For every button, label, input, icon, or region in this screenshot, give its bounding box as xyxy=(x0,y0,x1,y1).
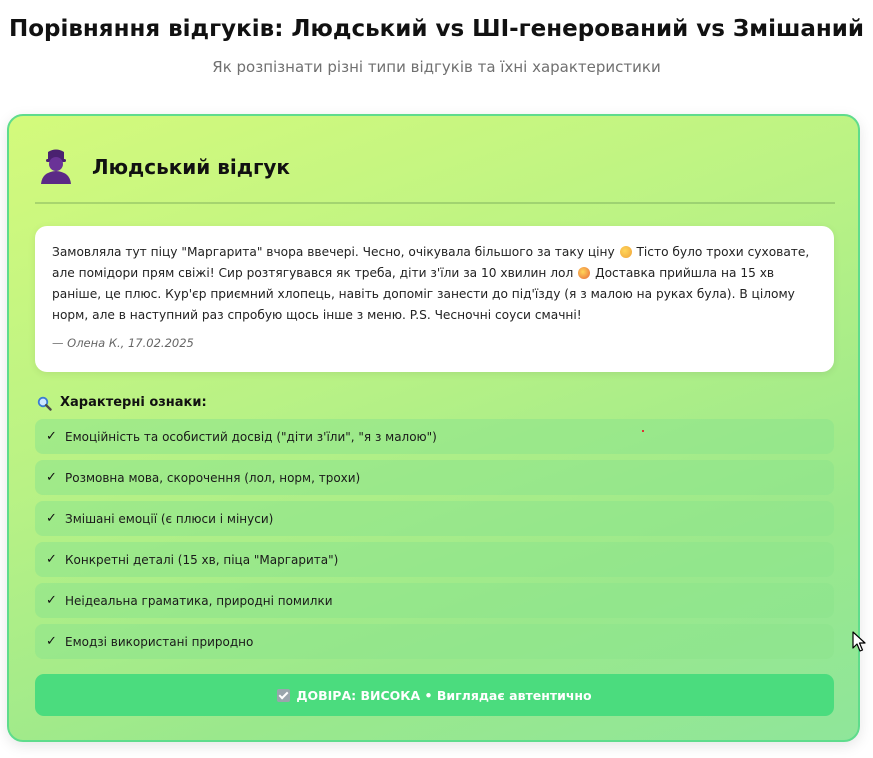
page-subtitle: Як розпізнати різні типи відгуків та їхні характеристики xyxy=(212,58,661,76)
shrug-emoji-icon xyxy=(620,246,632,258)
features-title: Характерні ознаки: xyxy=(60,395,207,410)
review-text-part: Тісто було трохи суховате, але помідори прям свіжі! Сир розтягувався як треба, діти з'їли за 10 хвилин лол xyxy=(52,245,810,280)
checkbox-icon xyxy=(277,689,290,702)
feature-list xyxy=(35,419,834,665)
check-icon: ✓ xyxy=(46,552,57,567)
check-icon: ✓ xyxy=(46,429,57,444)
search-icon xyxy=(37,396,52,411)
tongue-emoji-icon xyxy=(578,267,590,279)
review-text-part: Доставка прийшла на 15 хв раніше, це плюс. Кур'єр приємний хлопець, навіть допоміг занести до під'їзду (я з малою на руках була). В цілому норм, але в наступний раз спробую щось інше з меню. P.S. Чесночні соуси смачні! xyxy=(52,266,795,322)
stray-dot xyxy=(642,430,644,432)
check-icon: ✓ xyxy=(46,634,57,649)
check-icon: ✓ xyxy=(46,593,57,608)
check-icon: ✓ xyxy=(46,470,57,485)
feature-text: Емодзі використані природно xyxy=(65,634,254,649)
feature-text: Неідеальна граматика, природні помилки xyxy=(65,593,333,608)
card-header xyxy=(35,146,835,204)
feature-item xyxy=(35,624,834,659)
feature-item xyxy=(35,460,834,495)
mouse-cursor-icon xyxy=(852,631,866,653)
feature-item xyxy=(35,419,834,454)
feature-text: Змішані емоції (є плюси і мінуси) xyxy=(65,511,274,526)
review-text-part: Замовляла тут піцу "Маргарита" вчора ввечері. Чесно, очікувала більшого за таку ціну xyxy=(52,245,615,259)
card-title: Людський відгук xyxy=(92,155,290,179)
human-review-card xyxy=(7,114,860,742)
feature-item xyxy=(35,542,834,577)
feature-text: Розмовна мова, скорочення (лол, норм, трохи) xyxy=(65,470,361,485)
trust-label: ДОВІРА: ВИСОКА • Виглядає автентично xyxy=(296,687,592,703)
review-text xyxy=(52,242,814,326)
page-header xyxy=(0,0,873,76)
feature-item xyxy=(35,583,834,618)
person-icon xyxy=(39,148,73,184)
trust-bar xyxy=(35,674,834,716)
review-author: — Олена К., 17.02.2025 xyxy=(52,336,194,350)
feature-text: Емоційність та особистий досвід ("діти з'їли", "я з малою") xyxy=(65,429,437,444)
feature-text: Конкретні деталі (15 хв, піца "Маргарита") xyxy=(65,552,339,567)
page-title: Порівняння відгуків: Людський vs ШІ-генерований vs Змішаний xyxy=(8,16,865,42)
feature-item xyxy=(35,501,834,536)
review-box xyxy=(35,226,834,372)
check-icon: ✓ xyxy=(46,511,57,526)
